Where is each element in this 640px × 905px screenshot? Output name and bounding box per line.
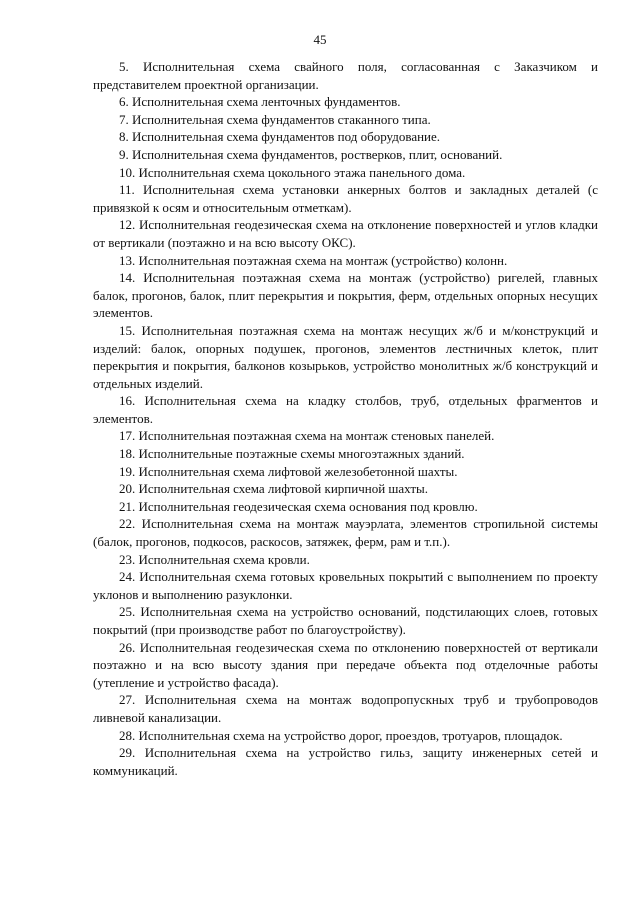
list-item-5: 5. Исполнительная схема свайного поля, согласованная с Заказчиком и представителем проектной организации.	[93, 59, 598, 92]
list-item-25: 25. Исполнительная схема на устройство оснований, подстилающих слоев, готовых покрытий (при производстве работ по благоустройству).	[93, 604, 598, 637]
list-item-22: 22. Исполнительная схема на монтаж мауэрлата, элементов стропильной системы (балок, прогонов, подкосов, раскосов, затяжек, ферм, рам и т.п.).	[93, 516, 598, 550]
list-item-7: 7. Исполнительная схема фундаментов стаканного типа.	[119, 111, 431, 127]
list-item-26: 26. Исполнительная геодезическая схема по отклонению поверхностей от вертикали поэтажно и на всю высоту здания при передаче объекта под отделочные работы (утепление и устройство фасада).	[93, 639, 598, 690]
list-item-29: 29. Исполнительная схема на устройство гильз, защиту инженерных сетей и коммуникаций.	[93, 745, 598, 778]
list-item-10: 10. Исполнительная схема цокольного этажа панельного дома.	[119, 164, 466, 180]
document-body	[93, 58, 598, 779]
list-item-13: 13. Исполнительная поэтажная схема на монтаж (устройство) колонн.	[119, 252, 508, 268]
list-item-19: 19. Исполнительная схема лифтовой железобетонной шахты.	[119, 463, 458, 479]
list-item-8: 8. Исполнительная схема фундаментов под оборудование.	[119, 129, 441, 145]
list-item-17: 17. Исполнительная поэтажная схема на монтаж стеновых панелей.	[119, 428, 495, 444]
list-item-15: 15. Исполнительная поэтажная схема на монтаж несущих ж/б и м/конструкций и изделий: балок, опорных подушек, прогонов, элементов лестничных клеток, плит перекрытия и покрытия, балконов козырьков, устройство монолитных ж/б конструкций и отдельных изделий.	[93, 322, 598, 391]
list-item-11: 11. Исполнительная схема установки анкерных болтов и закладных деталей (с привязкой к осям и относительным отметкам).	[93, 182, 598, 215]
list-item-14: 14. Исполнительная поэтажная схема на монтаж (устройство) ригелей, главных балок, прогонов, балок, плит перекрытия и покрытия, ферм, отдельных опорных несущих элементов.	[93, 270, 598, 321]
list-item-23: 23. Исполнительная схема кровли.	[119, 551, 310, 567]
list-item-28: 28. Исполнительная схема на устройство дорог, проездов, тротуаров, площадок.	[119, 727, 563, 743]
list-item-12: 12. Исполнительная геодезическая схема на отклонение поверхностей и углов кладки от вертикали (поэтажно и на всю высоту ОКС).	[93, 217, 598, 250]
list-item-24: 24. Исполнительная схема готовых кровельных покрытий с выполнением по проекту уклонов и выполнению разуклонки.	[93, 569, 598, 602]
list-item-27: 27. Исполнительная схема на монтаж водопропускных труб и трубопроводов ливневой канализации.	[93, 692, 598, 725]
list-item-9: 9. Исполнительная схема фундаментов, ростверков, плит, оснований.	[119, 146, 503, 162]
list-item-6: 6. Исполнительная схема ленточных фундаментов.	[119, 94, 401, 110]
list-item-16: 16. Исполнительная схема на кладку столбов, труб, отдельных фрагментов и элементов.	[93, 393, 598, 426]
list-item-18: 18. Исполнительные поэтажные схемы многоэтажных зданий.	[119, 446, 465, 462]
page-number: 45	[313, 32, 327, 47]
list-item-21: 21. Исполнительная геодезическая схема основания под кровлю.	[119, 498, 478, 514]
list-item-20: 20. Исполнительная схема лифтовой кирпичной шахты.	[119, 481, 429, 497]
